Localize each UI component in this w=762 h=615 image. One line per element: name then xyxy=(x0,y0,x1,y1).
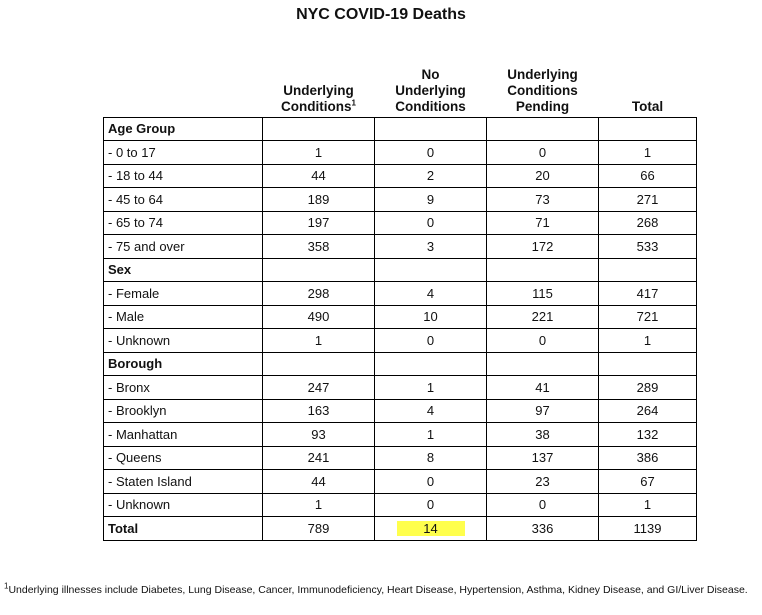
header-no-underlying: No Underlying Conditions xyxy=(395,66,466,114)
cell-no-underlying: 0 xyxy=(375,470,487,494)
cell-underlying: 1 xyxy=(263,329,375,353)
cell-total: 721 xyxy=(599,305,697,329)
cell-no-underlying: 1 xyxy=(375,376,487,400)
footnote-marker: 1 xyxy=(351,98,356,107)
highlight-mark: 14 xyxy=(397,521,465,536)
cell-pending: 221 xyxy=(487,305,599,329)
cell-pending: 336 xyxy=(487,517,599,541)
row-label: - Manhattan xyxy=(104,423,263,447)
cell-total: 264 xyxy=(599,399,697,423)
cell-underlying: 1 xyxy=(263,493,375,517)
cell-no-underlying: 9 xyxy=(375,188,487,212)
cell-pending: 38 xyxy=(487,423,599,447)
footnote-marker: 1 xyxy=(4,581,9,591)
table-row xyxy=(104,423,697,447)
group-row-borough xyxy=(104,352,697,376)
cell-total: 271 xyxy=(599,188,697,212)
cell-no-underlying: 0 xyxy=(375,493,487,517)
cell-no-underlying: 0 xyxy=(375,211,487,235)
table-row xyxy=(104,470,697,494)
row-label: - Brooklyn xyxy=(104,399,263,423)
table-row xyxy=(104,329,697,353)
table-row xyxy=(104,446,697,470)
cell-no-underlying: 10 xyxy=(375,305,487,329)
table-row xyxy=(104,493,697,517)
cell-total: 268 xyxy=(599,211,697,235)
cell-total: 533 xyxy=(599,235,697,259)
row-label: - Unknown xyxy=(104,329,263,353)
cell-underlying: 247 xyxy=(263,376,375,400)
table-row xyxy=(104,235,697,259)
header-total: Total xyxy=(631,98,664,114)
cell-total: 1139 xyxy=(599,517,697,541)
row-label: - 0 to 17 xyxy=(104,141,263,165)
cell-no-underlying: 3 xyxy=(375,235,487,259)
cell-underlying: 44 xyxy=(263,470,375,494)
row-label: - Male xyxy=(104,305,263,329)
row-label: - Female xyxy=(104,282,263,306)
cell-total: 1 xyxy=(599,493,697,517)
cell-underlying: 490 xyxy=(263,305,375,329)
row-label: - 18 to 44 xyxy=(104,164,263,188)
cell-total: 1 xyxy=(599,141,697,165)
table-row xyxy=(104,211,697,235)
deaths-table xyxy=(103,48,697,541)
row-label: - 45 to 64 xyxy=(104,188,263,212)
group-label: Age Group xyxy=(104,117,263,141)
header-pending: Underlying Conditions Pending xyxy=(507,66,578,114)
cell-pending: 73 xyxy=(487,188,599,212)
cell-underlying: 197 xyxy=(263,211,375,235)
cell-no-underlying: 4 xyxy=(375,399,487,423)
table-row xyxy=(104,164,697,188)
cell-underlying: 163 xyxy=(263,399,375,423)
header-underlying: Underlying Conditions$^1$ xyxy=(281,82,356,114)
table-row xyxy=(104,188,697,212)
cell-total: 66 xyxy=(599,164,697,188)
cell-total: 67 xyxy=(599,470,697,494)
cell-pending: 137 xyxy=(487,446,599,470)
cell-underlying: 1 xyxy=(263,141,375,165)
cell-total: 132 xyxy=(599,423,697,447)
header-blank xyxy=(104,48,263,117)
cell-pending: 71 xyxy=(487,211,599,235)
cell-pending: 41 xyxy=(487,376,599,400)
cell-no-underlying: 0 xyxy=(375,141,487,165)
cell-underlying: 789 xyxy=(263,517,375,541)
footnote-text: Underlying illnesses include Diabetes, Lung Disease, Cancer, Immunodeficiency, Heart Disease, Hypertension, Asthma, Kidney Disease, and GI/Liver Disease. xyxy=(8,584,748,596)
cell-no-underlying: 8 xyxy=(375,446,487,470)
table-row xyxy=(104,399,697,423)
cell-underlying: 189 xyxy=(263,188,375,212)
row-label: - 75 and over xyxy=(104,235,263,259)
cell-underlying: 358 xyxy=(263,235,375,259)
cell-no-underlying: 1 xyxy=(375,423,487,447)
cell-pending: 0 xyxy=(487,493,599,517)
cell-pending: 115 xyxy=(487,282,599,306)
cell-underlying: 298 xyxy=(263,282,375,306)
cell-no-underlying: 2 xyxy=(375,164,487,188)
row-label: - Queens xyxy=(104,446,263,470)
cell-total: 417 xyxy=(599,282,697,306)
cell-no-underlying: 4 xyxy=(375,282,487,306)
cell-total: 1 xyxy=(599,329,697,353)
footnote xyxy=(4,581,760,596)
cell-total: 386 xyxy=(599,446,697,470)
table-row xyxy=(104,282,697,306)
group-label: Sex xyxy=(104,258,263,282)
cell-pending: 23 xyxy=(487,470,599,494)
page-title: NYC COVID-19 Deaths xyxy=(296,6,466,23)
row-label: - Bronx xyxy=(104,376,263,400)
total-row xyxy=(104,517,697,541)
table-row xyxy=(104,376,697,400)
cell-pending: 172 xyxy=(487,235,599,259)
cell-total: 289 xyxy=(599,376,697,400)
row-label: - Staten Island xyxy=(104,470,263,494)
table-row xyxy=(104,141,697,165)
header-row xyxy=(104,48,697,117)
total-label: Total xyxy=(104,517,263,541)
group-label: Borough xyxy=(104,352,263,376)
row-label: - Unknown xyxy=(104,493,263,517)
group-row-sex xyxy=(104,258,697,282)
cell-pending: 0 xyxy=(487,141,599,165)
cell-pending: 97 xyxy=(487,399,599,423)
cell-pending: 0 xyxy=(487,329,599,353)
cell-underlying: 44 xyxy=(263,164,375,188)
cell-underlying: 93 xyxy=(263,423,375,447)
cell-pending: 20 xyxy=(487,164,599,188)
group-row-age xyxy=(104,117,697,141)
cell-no-underlying-highlighted xyxy=(375,517,487,541)
cell-underlying: 241 xyxy=(263,446,375,470)
cell-no-underlying: 0 xyxy=(375,329,487,353)
row-label: - 65 to 74 xyxy=(104,211,263,235)
table-row xyxy=(104,305,697,329)
